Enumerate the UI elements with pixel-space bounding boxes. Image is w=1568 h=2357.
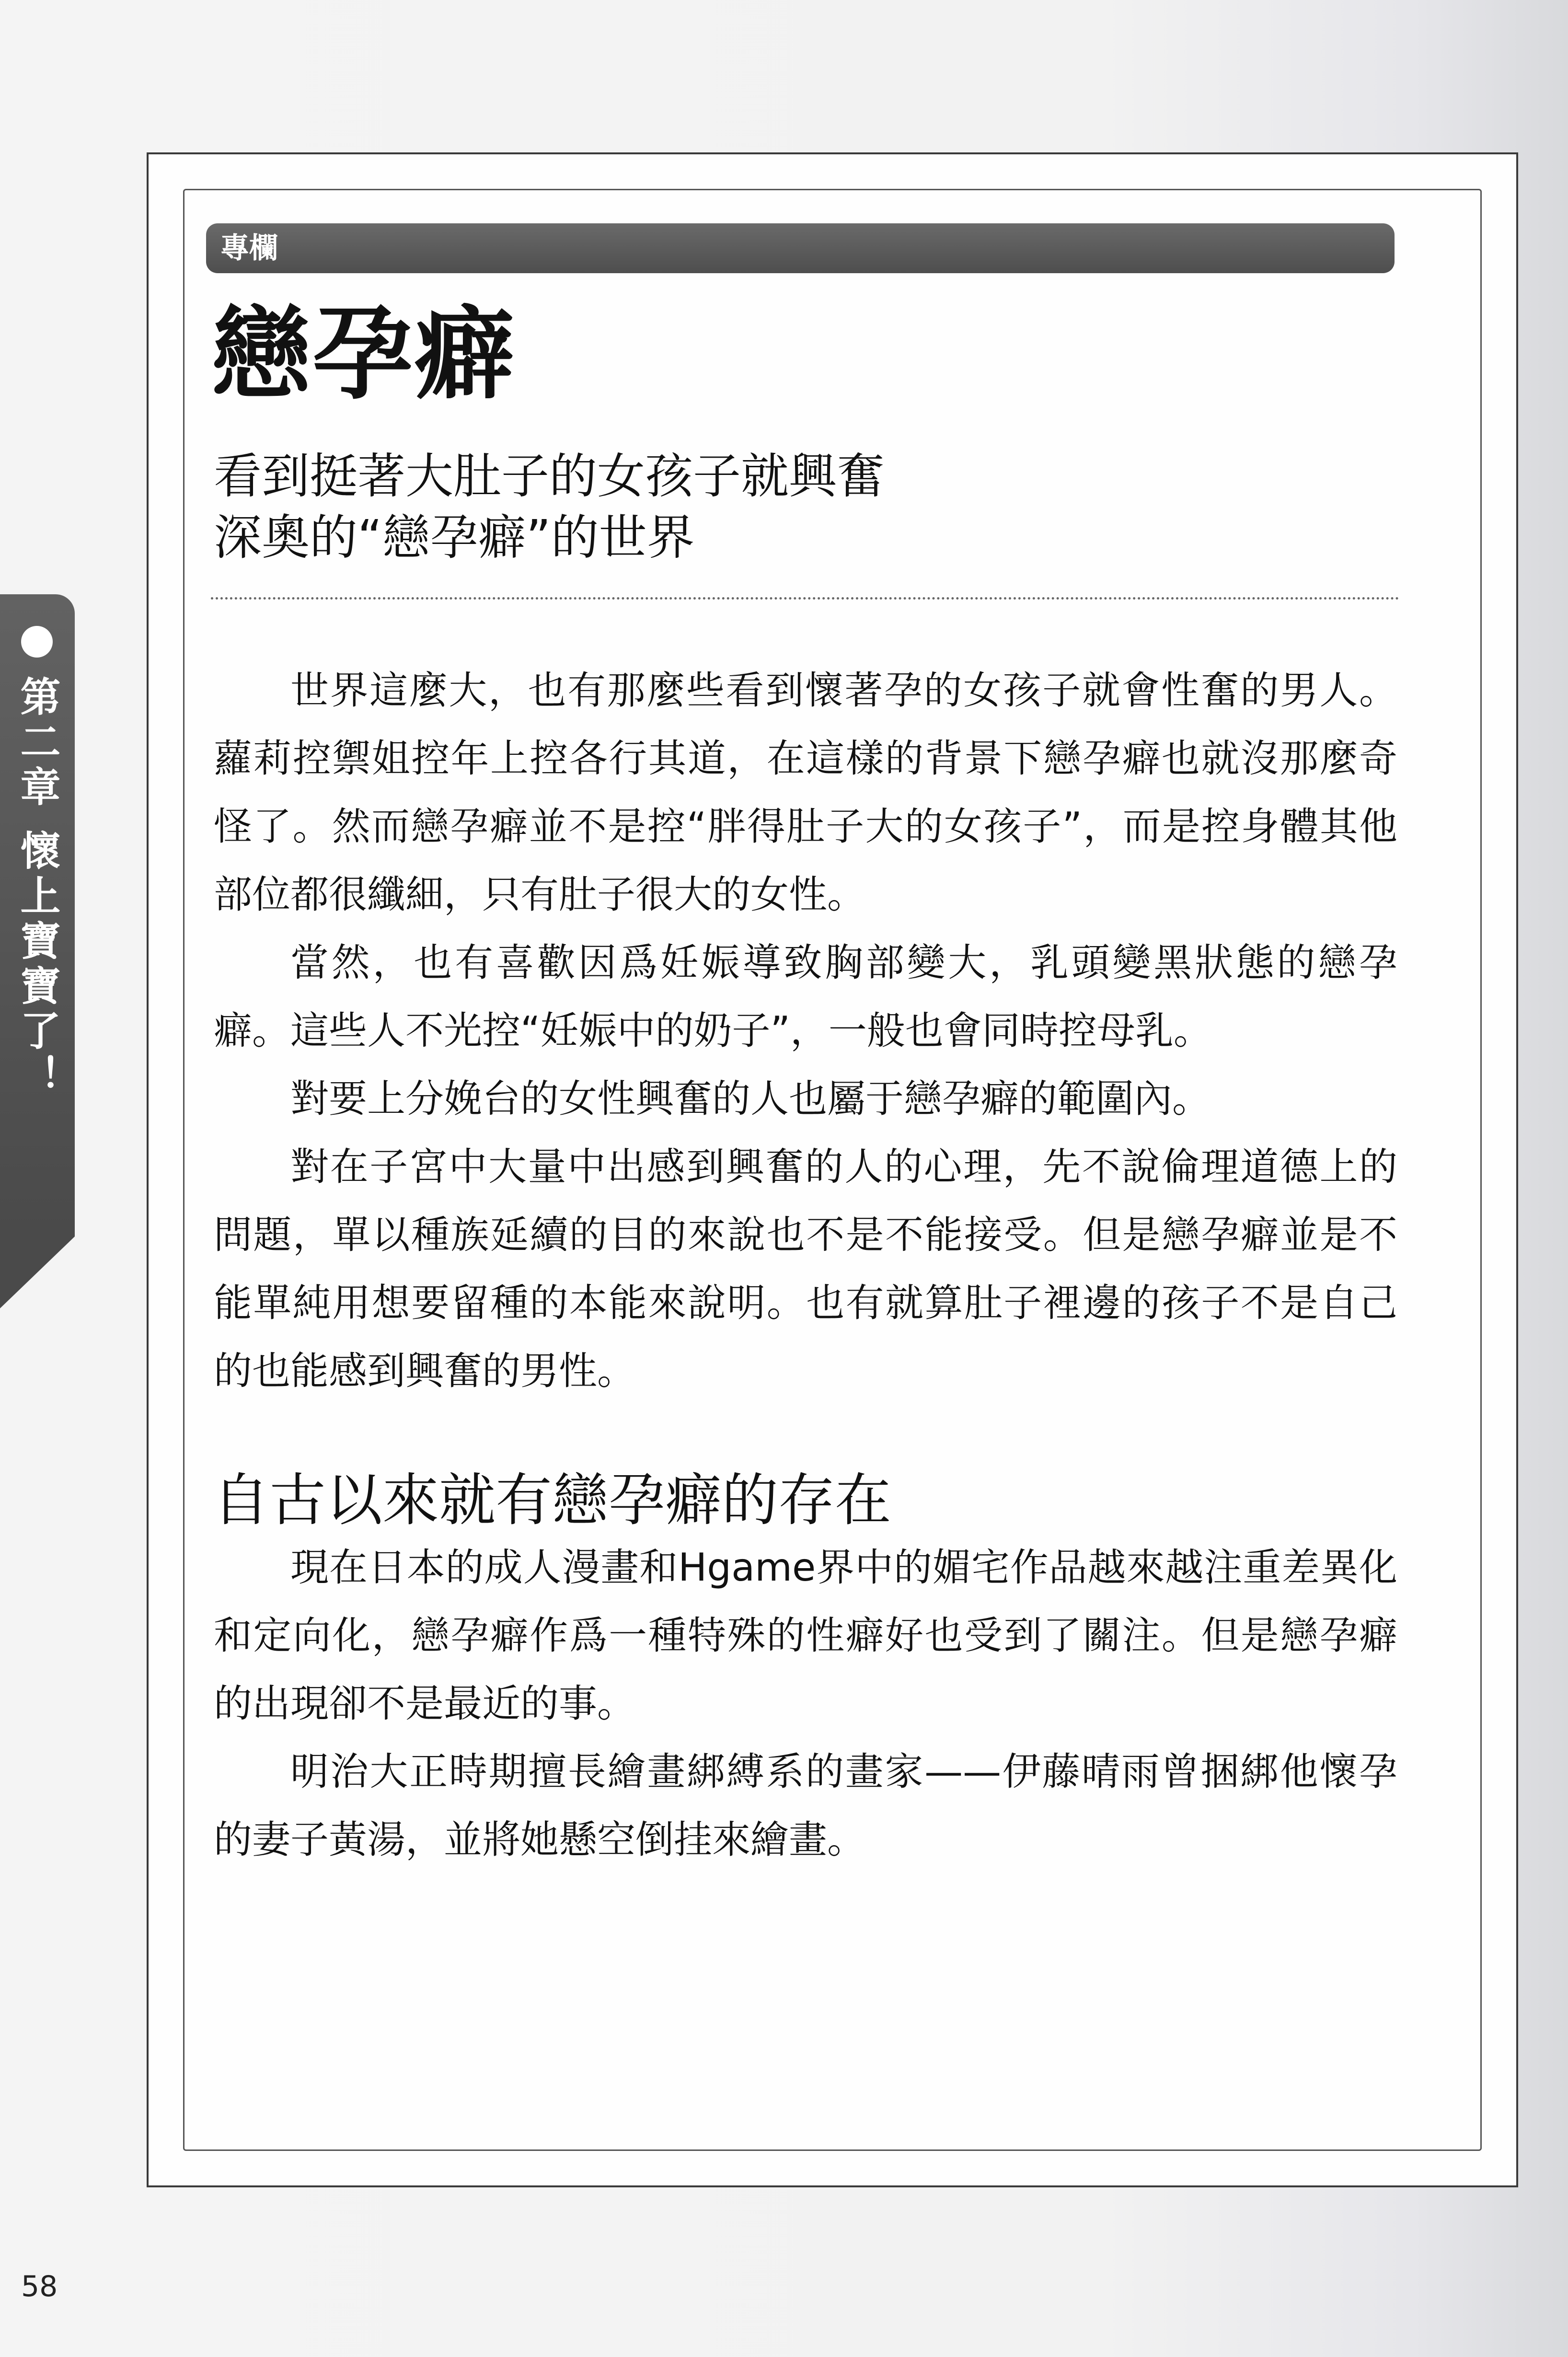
article-subtitle — [214, 446, 1364, 568]
column-label: 專欄 — [220, 231, 278, 265]
body-paragraph: 明治大正時期擅長繪畫綁縛系的畫家——伊藤晴雨曾捆綁他懷孕的妻子黃湯，並將她懸空倒挂來繪畫。 — [214, 1749, 1397, 1862]
body-paragraph: 現在日本的成人漫畫和Hgame界中的媚宅作品越來越注重差異化和定向化，戀孕癖作爲一種特殊的性癖好也受到了關注。但是戀孕癖的出現卻不是最近的事。 — [214, 1545, 1397, 1726]
dotted-divider — [211, 597, 1399, 600]
column-header-bar — [206, 223, 1395, 273]
chapter-tab — [0, 594, 75, 1236]
bullet-dot-icon — [21, 626, 53, 658]
article-body — [214, 657, 1397, 1405]
page-number: 58 — [21, 2270, 58, 2303]
body-paragraph: 對要上分娩台的女性興奮的人也屬于戀孕癖的範圍內。 — [290, 1076, 1211, 1121]
subtitle-line: 看到挺著大肚子的女孩子就興奮 — [214, 448, 885, 504]
body-paragraph: 當然，也有喜歡因爲妊娠導致胸部變大，乳頭變黑狀態的戀孕癖。這些人不光控“妊娠中的奶子”，一般也會同時控母乳。 — [214, 940, 1397, 1053]
chapter-tab-label: 第二章 懷上寶寶了！ — [14, 676, 61, 1100]
section-heading: 自古以來就有戀孕癖的存在 — [213, 1467, 892, 1533]
body-paragraph: 對在子宮中大量中出感到興奮的人的心理，先不說倫理道德上的問題，單以種族延續的目的來說也不是不能接受。但是戀孕癖並是不能單純用想要留種的本能來說明。也有就算肚子裡邊的孩子不是自己的也能感到興奮的男性。 — [214, 1144, 1397, 1393]
article-title: 戀孕癖 — [211, 296, 516, 413]
section-body — [214, 1534, 1397, 1874]
body-paragraph: 世界這麼大，也有那麼些看到懷著孕的女孩子就會性奮的男人。蘿莉控禦姐控年上控各行其道，在這樣的背景下戀孕癖也就沒那麼奇怪了。然而戀孕癖並不是控“胖得肚子大的女孩子”，而是控身體其他部位都很纖細，只有肚子很大的女性。 — [214, 668, 1397, 917]
subtitle-line: 深奧的“戀孕癖”的世界 — [214, 509, 695, 566]
